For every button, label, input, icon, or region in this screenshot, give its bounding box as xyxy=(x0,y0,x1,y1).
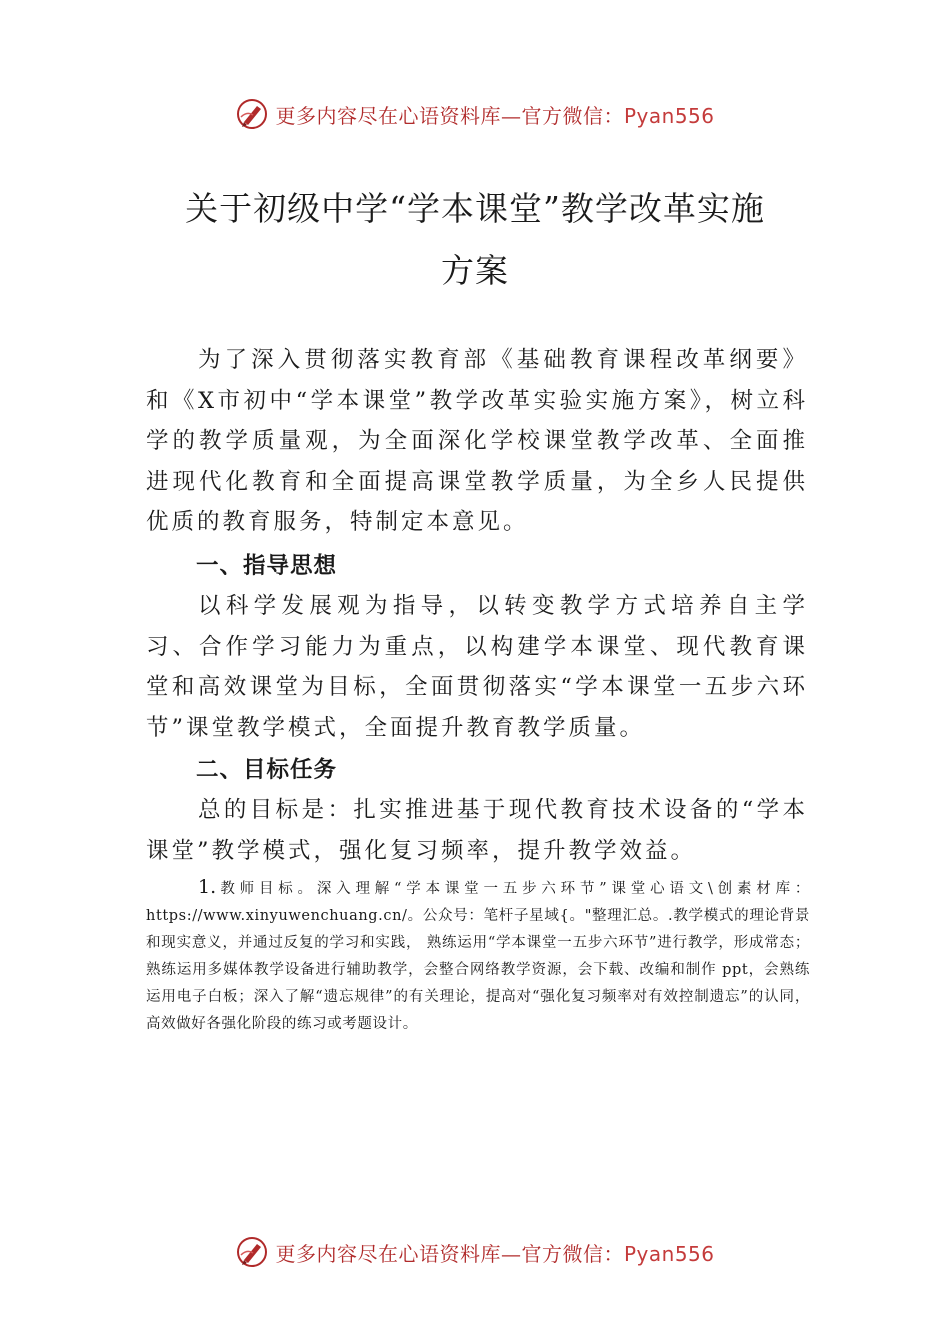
wechat-id: Pyan556 xyxy=(623,1241,715,1266)
intro-paragraph: 为了深入贯彻落实教育部《基础教育课程改革纲要》和《X市初中“学本课堂”教学改革实验实施方案》，树立科学的教学质量观，为全面深化学校课堂教学改革、全面推进现代化教育和全面提高课堂教学质量，为全乡人民提供优质的教育服务，特制定本意见。 xyxy=(146,347,808,535)
wechat-id: Pyan556 xyxy=(623,103,715,128)
title-line-1: 关于初级中学“学本课堂”教学改革实施 xyxy=(185,189,765,228)
footer-banner xyxy=(0,1232,950,1272)
document-title xyxy=(100,180,850,300)
item-1-paragraph xyxy=(146,874,810,1038)
item-1-number: 1. xyxy=(198,876,217,898)
banner-text: 更多内容尽在心语资料库—官方微信：Pyan556 xyxy=(275,103,715,128)
banner-text: 更多内容尽在心语资料库—官方微信：Pyan556 xyxy=(275,1241,715,1266)
title-line-2: 方案 xyxy=(441,251,509,290)
section-2-body: 总的目标是：扎实推进基于现代教育技术设备的“学本课堂”教学模式，强化复习频率，提升教学效益。 xyxy=(146,797,808,864)
section-1-heading: 一、指导思想 xyxy=(196,553,338,579)
item-1-text: 教师目标。深入理解“学本课堂一五步六环节”课堂心语文\创素材库：https://www.xinyuwenchuang.cn/。公众号：笔杆子星域{。"整理汇总。.教学模式的理论背景和现实意义，并通过反复的学习和实践， 熟练运用“学本课堂一五步六环节”进行教学，形成常态； 熟练运用多媒体教学设备进行辅助教学，会整合网络教学资源，会下载、改编和制作 ppt，会熟练运用电子白板；深入了解“遗忘规律”的有关理论，提高对“强化复习频率对有效控制遗忘”的认同，高效做好各强化阶段的练习或考题设计。 xyxy=(146,881,810,1032)
pen-logo-icon xyxy=(235,97,269,131)
header-banner xyxy=(0,94,950,134)
section-1-body: 以科学发展观为指导，以转变教学方式培养自主学习、合作学习能力为重点，以构建学本课堂、现代教育课堂和高效课堂为目标，全面贯彻落实“学本课堂一五步六环节”课堂教学模式，全面提升教育教学质量。 xyxy=(146,593,808,741)
pen-logo-icon xyxy=(235,1235,269,1269)
section-2-heading: 二、目标任务 xyxy=(196,757,338,783)
